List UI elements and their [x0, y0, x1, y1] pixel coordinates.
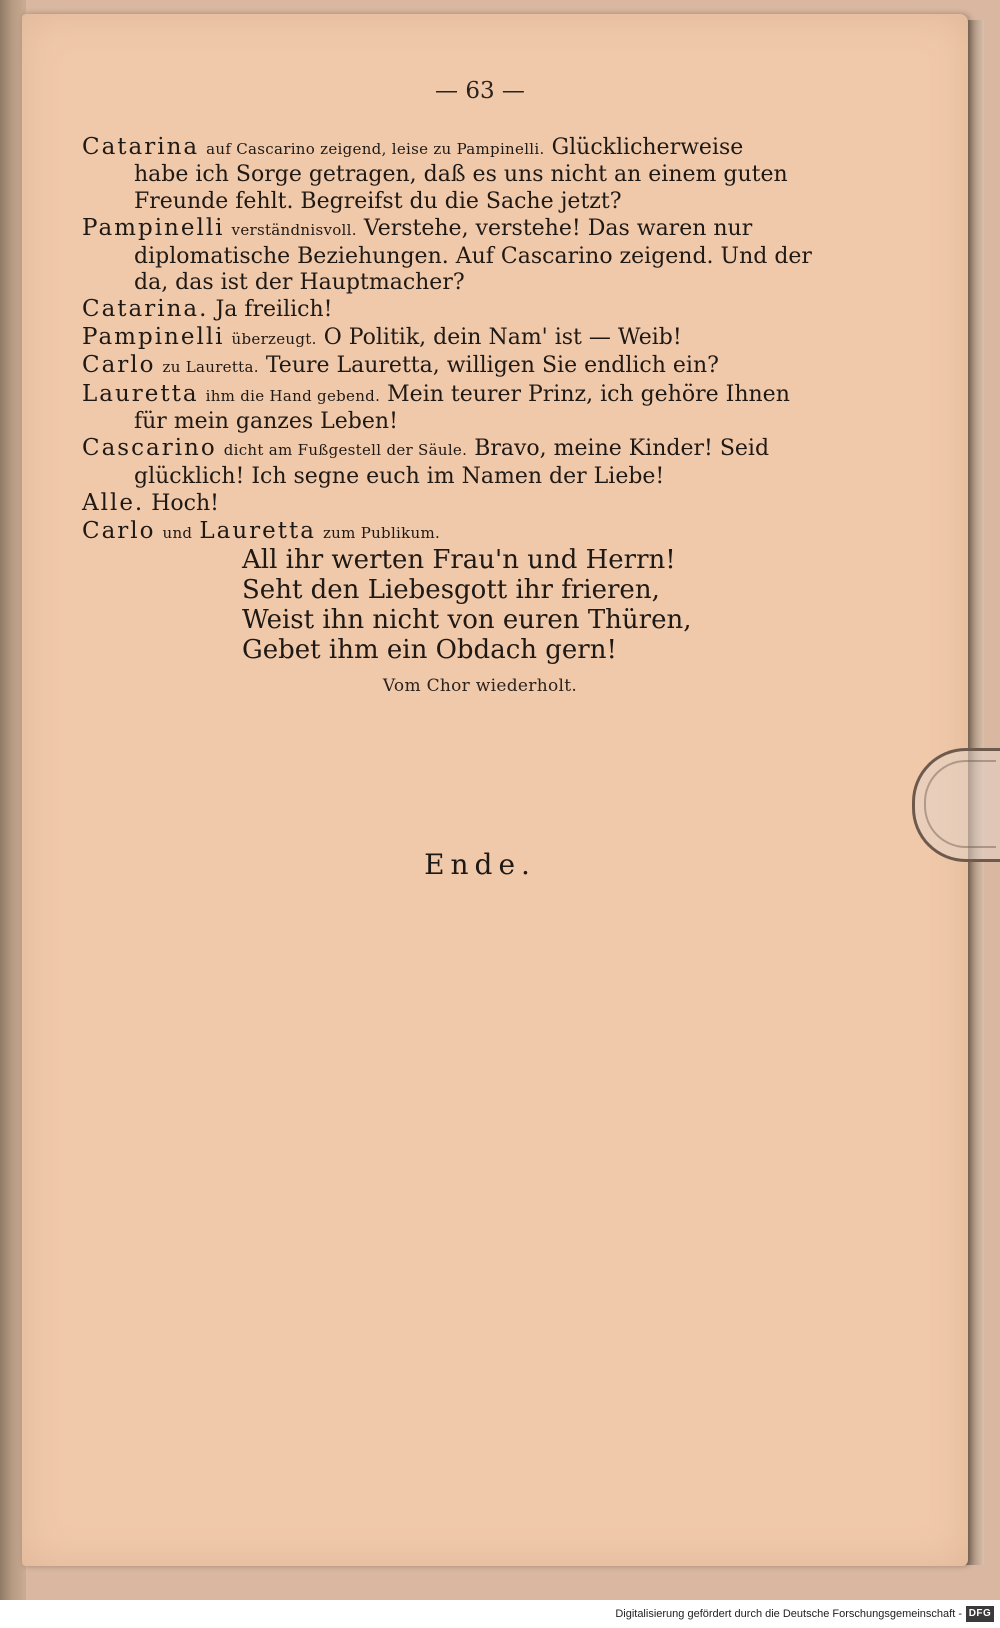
dialogue-text: O Politik, dein Nam' ist — Weib!	[323, 324, 682, 350]
dialogue-continuation: habe ich Sorge getragen, daß es uns nicht an einem guten	[134, 162, 788, 188]
stage-direction: dicht am Fußgestell der Säule.	[223, 441, 468, 460]
paper-clip-inner-loop	[924, 760, 996, 848]
dialogue-paragraph	[82, 324, 868, 352]
dialogue-paragraph	[82, 381, 868, 436]
dfg-logo: DFG	[966, 1606, 994, 1622]
dialogue-text: Glücklicherweise	[551, 135, 744, 160]
song-line: Weist ihn nicht von euren Thüren,	[242, 605, 692, 635]
song-line: All ihr werten Frau'n und Herrn!	[242, 545, 676, 575]
song-line: Gebet ihm ein Obdach gern!	[242, 635, 617, 665]
speaker-name: Pampinelli	[82, 215, 225, 242]
dialogue-paragraph	[82, 296, 868, 323]
dialogue-continuation: für mein ganzes Leben!	[134, 409, 398, 435]
dialogue-paragraph	[82, 352, 868, 380]
speaker-name: Lauretta	[82, 380, 199, 407]
stage-direction: zum Publikum.	[322, 523, 441, 542]
dialogue-block	[82, 134, 868, 546]
chorus-note: Vom Chor wiederholt.	[382, 676, 578, 696]
funding-credit: Digitalisierung gefördert durch die Deutsche Forschungsgemeinschaft -	[615, 1608, 962, 1620]
speaker-name: Carlo	[82, 352, 156, 379]
speaker-name: Catarina	[82, 134, 200, 160]
dialogue-continuation: Freunde fehlt. Begreifst du die Sache jetzt?	[134, 188, 622, 214]
stage-direction: auf Cascarino zeigend, leise zu Pampinelli.	[206, 140, 545, 158]
dialogue-text: Teure Lauretta, willigen Sie endlich ein?	[265, 353, 719, 379]
stage-direction: ihm die Hand gebend.	[205, 386, 381, 405]
dialogue-paragraph	[82, 518, 868, 546]
dialogue-paragraph	[82, 134, 868, 215]
song-verse	[242, 545, 842, 665]
dialogue-continuation: glücklich! Ich segne euch im Namen der Liebe!	[134, 463, 665, 489]
dialogue-paragraph	[82, 215, 868, 296]
dialogue-continuation: diplomatische Beziehungen. Auf Cascarino zeigend. Und der	[134, 243, 812, 269]
song-line: Seht den Liebesgott ihr frieren,	[242, 575, 660, 605]
speaker-name: Cascarino	[82, 435, 217, 462]
dialogue-paragraph	[82, 435, 868, 490]
dialogue-paragraph	[82, 490, 868, 517]
page-number: — 63 —	[435, 78, 525, 104]
speaker-name: Carlo	[82, 517, 156, 544]
stage-direction: zu Lauretta.	[162, 358, 259, 377]
speaker-name: Alle.	[82, 490, 145, 517]
digitization-footer	[0, 1600, 1000, 1628]
dialogue-continuation: da, das ist der Hauptmacher?	[134, 270, 465, 296]
stage-direction: überzeugt.	[231, 329, 317, 348]
dialogue-text: Ja freilich!	[215, 297, 333, 323]
dialogue-text: Hoch!	[151, 491, 220, 517]
dialogue-text: Verstehe, verstehe! Das waren nur	[363, 216, 753, 242]
dialogue-text: Mein teurer Prinz, ich gehöre Ihnen	[387, 381, 790, 407]
speaker-name: Pampinelli	[82, 323, 225, 350]
stage-direction: und	[162, 523, 193, 542]
the-end-label: Ende.	[424, 848, 536, 881]
speaker-name: Lauretta	[199, 517, 316, 544]
speaker-name: Catarina.	[82, 296, 209, 323]
stage-direction: verständnisvoll.	[231, 221, 357, 240]
dialogue-text: Bravo, meine Kinder! Seid	[474, 436, 770, 462]
